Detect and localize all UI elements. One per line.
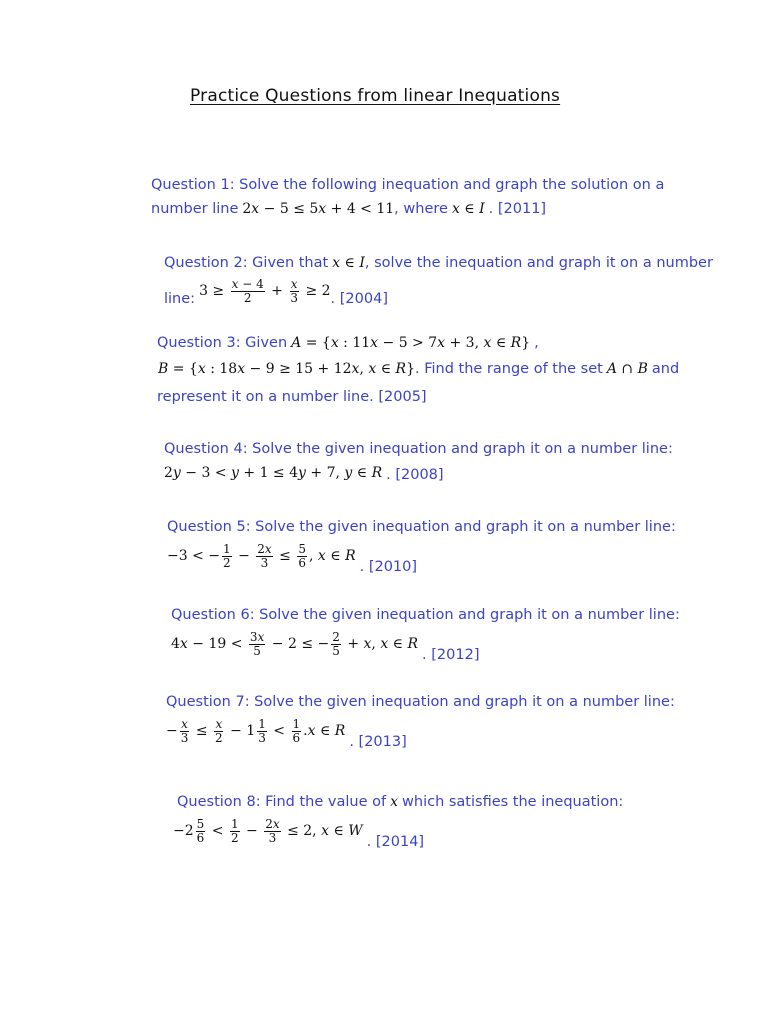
question-3-set-a-math: A = { x : 11 x − 5 > 7 x + 3, x ∈ R } <box>291 335 531 352</box>
question-1-math: 2 x − 5 ≤ 5 x + 4 < 11 <box>242 201 395 218</box>
question-6-line-1: Question 6: Solve the given inequation and graph it on a number line: <box>171 607 680 623</box>
question-1-domain-math: x ∈ I <box>451 201 485 218</box>
question-2-prefix: line: <box>164 291 196 307</box>
question-2-line-2 <box>164 276 388 307</box>
question-3-text-b: , <box>534 335 539 351</box>
question-7-line-2 <box>166 713 407 750</box>
question-2-math: 3 ≥ $\frac{x - 4}{2}$ + $\frac{x}{3}$ ≥ 2 <box>199 276 331 305</box>
question-3-line-2 <box>158 362 679 377</box>
question-6-math: 4 x − 19 < $\frac{3x}{5}$ − 2 ≤ − $\frac{2}{5}$ + x , x ∈ R <box>171 629 419 658</box>
question-5-line-1: Question 5: Solve the given inequation and graph it on a number line: <box>167 519 676 535</box>
question-2-domain-math: x ∈ I <box>332 255 365 272</box>
question-4-line-1: Question 4: Solve the given inequation and graph it on a number line: <box>164 441 673 457</box>
question-6-line-2 <box>171 626 479 663</box>
question-1-mid: , where <box>394 201 448 217</box>
question-1-year: . [2011] <box>488 201 547 217</box>
question-8-text-b: which satisfies the inequation: <box>402 794 624 810</box>
question-1-prefix: number line <box>151 201 239 217</box>
question-3-text-a: Question 3: Given <box>157 335 288 351</box>
question-2-text-a: Question 2: Given that <box>164 255 329 271</box>
question-5-year: . [2010] <box>359 559 418 575</box>
question-5-math: −3 < − $\frac{1}{2}$ − $\frac{2x}{3}$ ≤ $\frac{5}{6}$ , x ∈ R <box>167 541 356 570</box>
question-8-year: . [2014] <box>366 834 425 850</box>
question-7-year: . [2013] <box>349 734 407 750</box>
question-8-line-2 <box>173 813 424 850</box>
question-1-line-2 <box>151 202 546 217</box>
question-2-line-1 <box>164 256 713 271</box>
question-4-math: 2 y − 3 < y + 1 ≤ 4 y + 7, y ∈ R <box>164 465 383 482</box>
question-7-line-1: Question 7: Solve the given inequation and graph it on a number line: <box>166 694 675 710</box>
question-3-line-1 <box>157 336 539 351</box>
question-6-year: . [2012] <box>422 647 480 663</box>
question-5-line-2 <box>167 538 417 575</box>
question-3-intersection-math: A ∩ B <box>606 361 648 378</box>
question-3-line-3: represent it on a number line. [2005] <box>157 389 427 405</box>
question-3-text-c: . Find the range of the set <box>414 361 603 377</box>
question-8-var-math: x <box>390 794 399 811</box>
question-3-text-d: and <box>651 361 680 377</box>
question-7-math: − $\frac{x}{3}$ ≤ $\frac{x}{2}$ − 1 $\frac{1}{3}$ < $\frac{1}{6}$ . x ∈ R <box>166 716 346 745</box>
page-title: Practice Questions from linear Inequations <box>190 86 561 106</box>
question-8-text-a: Question 8: Find the value of <box>177 794 387 810</box>
question-4-line-2 <box>164 464 444 483</box>
question-2-year: . [2004] <box>330 291 388 307</box>
question-1-line-1: Question 1: Solve the following inequation and graph the solution on a <box>151 177 665 193</box>
question-2-text-b: , solve the inequation and graph it on a number <box>364 255 713 271</box>
question-8-math: − 2 $\frac{5}{6}$ < $\frac{1}{2}$ − $\frac{2x}{3}$ ≤ 2, x ∈ W <box>173 816 363 845</box>
question-4-year: . [2008] <box>386 467 444 483</box>
question-3-set-b-math: B = { x : 18 x − 9 ≥ 15 + 12 x , x ∈ R } <box>158 361 415 378</box>
question-8-line-1 <box>177 795 623 810</box>
